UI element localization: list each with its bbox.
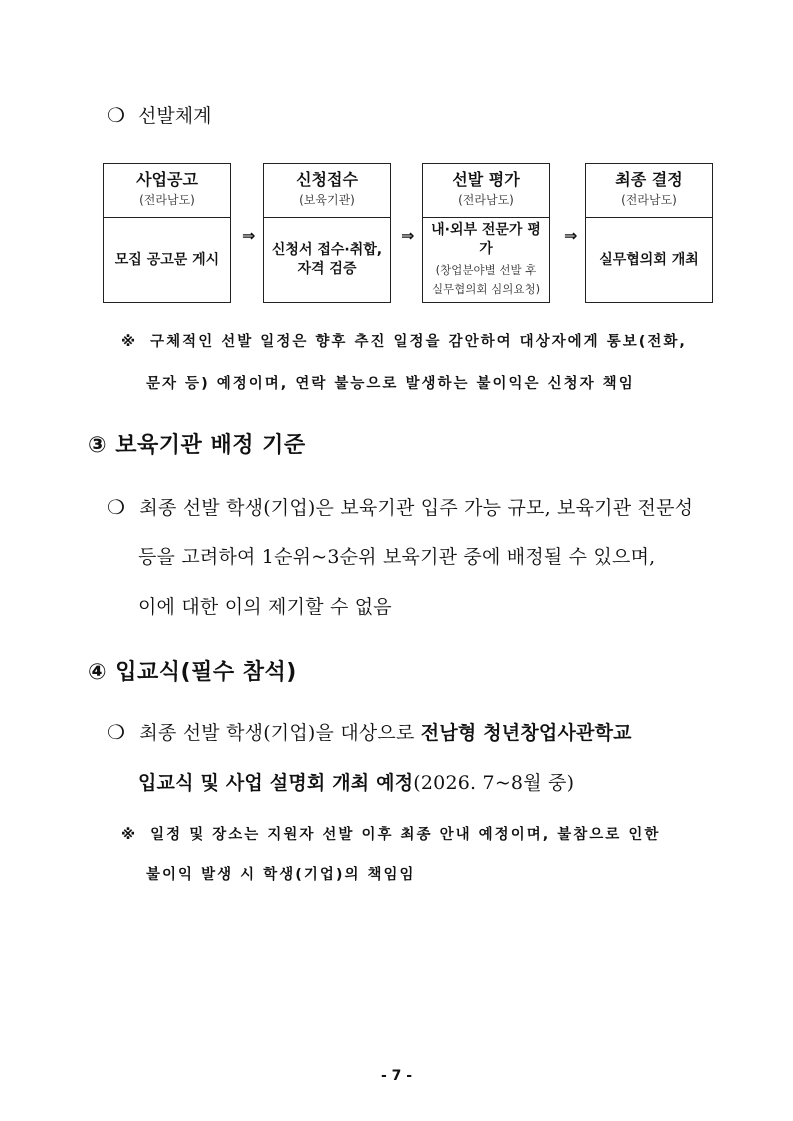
section-3-line-2: 등을 고려하여 1순위~3순위 보육기관 중에 배정될 수 있으며, bbox=[138, 546, 656, 568]
paragraph-text: (2026. 7~8월 중) bbox=[413, 772, 575, 794]
flow-step-agency: (보육기관) bbox=[299, 193, 355, 207]
section-4-heading: ④ 입교식(필수 참석) bbox=[88, 660, 297, 685]
section-3-line-3: 이에 대한 이의 제기할 수 없음 bbox=[138, 596, 392, 618]
section-4-note-line-2: 불이익 발생 시 학생(기업)의 책임임 bbox=[146, 867, 416, 883]
selection-note-line-1 bbox=[121, 330, 687, 351]
flow-step-detail: (창업분야별 선발 후 실무협의회 심의요청) bbox=[431, 263, 541, 296]
flow-step-title: 최종 결정 bbox=[615, 170, 683, 189]
section-3-line-1 bbox=[107, 493, 693, 520]
paragraph-text: 최종 선발 학생(기업)은 보육기관 입주 가능 규모, 보육기관 전문성 bbox=[139, 497, 694, 519]
page-number: - 7 - bbox=[380, 1068, 413, 1084]
flow-step-main: 모집 공고문 게시 bbox=[114, 251, 220, 268]
selection-heading-text: 선발체계 bbox=[138, 105, 212, 127]
flow-step-agency: (전라남도) bbox=[458, 193, 514, 207]
circle-bullet-icon: ❍ bbox=[107, 103, 125, 127]
flow-step-2 bbox=[263, 163, 391, 303]
arrow-right-icon: ⇒ bbox=[564, 226, 578, 245]
circle-bullet-icon: ❍ bbox=[107, 495, 126, 519]
section-4-line-1 bbox=[107, 718, 632, 745]
reference-mark-icon: ※ bbox=[121, 827, 138, 843]
note-text: 구체적인 선발 일정은 향후 추진 일정을 감안하여 대상자에게 통보(전화, bbox=[150, 334, 687, 350]
flow-step-4 bbox=[585, 163, 713, 303]
flow-step-agency: (전라남도) bbox=[139, 193, 195, 207]
selection-heading bbox=[107, 101, 211, 128]
note-text: 일정 및 장소는 지원자 선발 이후 최종 안내 예정이며, 불참으로 인한 bbox=[150, 827, 661, 843]
flow-step-main: 실무협의회 개최 bbox=[599, 251, 699, 268]
paragraph-text: 최종 선발 학생(기업)을 대상으로 bbox=[139, 722, 421, 744]
highlighted-text: 전남형 청년창업사관학교 bbox=[420, 722, 632, 744]
flow-step-title: 신청접수 bbox=[296, 170, 358, 189]
arrow-right-icon: ⇒ bbox=[242, 226, 256, 245]
reference-mark-icon: ※ bbox=[121, 334, 138, 350]
highlighted-text: 입교식 및 사업 설명회 개최 예정 bbox=[138, 772, 414, 794]
selection-note-line-2: 문자 등) 예정이며, 연락 불능으로 발생하는 불이익은 신청자 책임 bbox=[146, 376, 635, 392]
section-4-note-line-1 bbox=[121, 823, 660, 844]
flow-step-1 bbox=[103, 163, 231, 303]
flow-step-3 bbox=[422, 163, 550, 303]
section-4-line-2 bbox=[138, 768, 574, 795]
flow-step-title: 사업공고 bbox=[136, 170, 198, 189]
section-3-heading: ③ 보육기관 배정 기준 bbox=[88, 433, 306, 458]
circle-bullet-icon: ❍ bbox=[107, 720, 126, 744]
flow-step-agency: (전라남도) bbox=[621, 193, 677, 207]
arrow-right-icon: ⇒ bbox=[401, 226, 415, 245]
flow-step-main: 내·외부 전문가 평가 bbox=[431, 222, 541, 257]
flow-step-title: 선발 평가 bbox=[452, 170, 520, 189]
flow-step-main: 신청서 접수·취합, 자격 검증 bbox=[271, 242, 383, 277]
